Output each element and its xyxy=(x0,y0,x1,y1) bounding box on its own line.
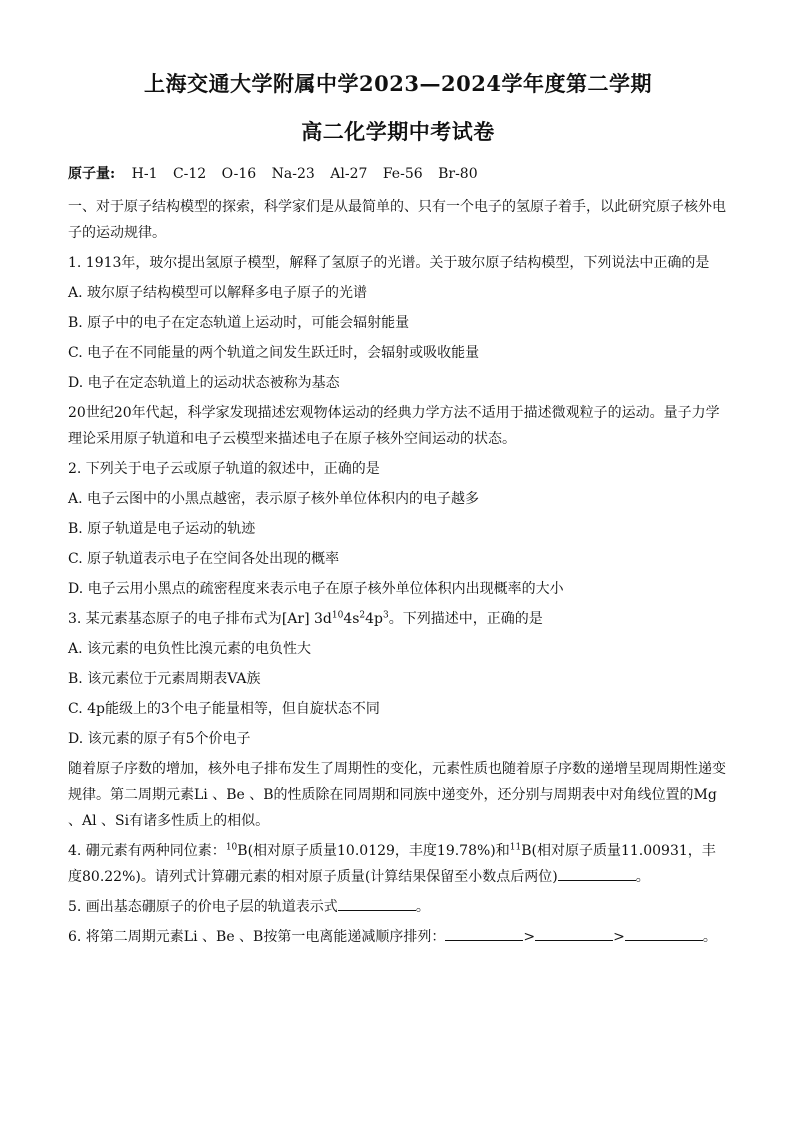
question-1-stem: 1. 1913年，玻尔提出氢原子模型，解释了氢原子的光谱。关于玻尔原子结构模型，下列说法中正确的是 xyxy=(68,255,710,271)
question-5-end: 。 xyxy=(415,899,430,915)
electron-config: 4p xyxy=(365,611,384,627)
atomic-masses-label: 原子量: xyxy=(68,166,116,182)
atomic-mass-item: C-12 xyxy=(172,166,207,182)
order-separator: > xyxy=(523,929,536,945)
question-1-option-d[interactable]: D. 电子在定态轨道上的运动状态被称为基态 xyxy=(68,375,340,391)
atomic-mass-item: Fe-56 xyxy=(382,166,423,182)
question-3-option-b[interactable]: B. 该元素位于元素周期表VA族 xyxy=(68,671,261,687)
atomic-mass-item: Na-23 xyxy=(271,166,315,182)
question-4-end: 。 xyxy=(635,869,650,885)
passage-2: 20世纪20年代起，科学家发现描述宏观物体运动的经典力学方法不适用于描述微观粒子的运动。量子力学理论采用原子轨道和电子云模型来描述电子在原子核外空间运动的状态。 xyxy=(68,405,720,447)
question-4-text: (相对原子质量10.0129，丰度19.78%)和 xyxy=(247,843,510,859)
exam-subtitle: 高二化学期中考试卷 xyxy=(301,119,495,144)
answer-blank[interactable] xyxy=(338,896,416,911)
answer-blank[interactable] xyxy=(558,866,636,881)
atomic-mass-item: O-16 xyxy=(221,166,257,182)
question-2-stem: 2. 下列关于电子云或原子轨道的叙述中，正确的是 xyxy=(68,461,380,477)
atomic-mass-item: Br-80 xyxy=(438,166,478,182)
question-5 xyxy=(68,894,728,920)
electron-config-sup: 10 xyxy=(331,610,344,621)
atomic-mass-item: H-1 xyxy=(131,166,158,182)
electron-config: 4s xyxy=(343,611,360,627)
question-3-stem xyxy=(68,606,728,632)
question-6-end: 。 xyxy=(702,929,717,945)
isotope-symbol: B xyxy=(521,843,532,859)
question-5-text: 5. 画出基态硼原子的价电子层的轨道表示式 xyxy=(68,899,338,915)
question-6-text: 6. 将第二周期元素Li 、Be 、B按第一电离能递减顺序排列： xyxy=(68,929,446,945)
isotope-symbol: B xyxy=(237,843,248,859)
answer-blank[interactable] xyxy=(535,926,613,941)
isotope-mass: 11 xyxy=(509,842,522,853)
exam-page xyxy=(68,70,728,950)
question-6 xyxy=(68,924,728,950)
passage-3: 随着原子序数的增加，核外电子排布发生了周期性的变化，元素性质也随着原子序数的递增呈现周期性递变规律。第二周期元素Li 、Be 、B的性质除在同周期和同族中递变外，还分别与周期表中对角线位置的Mg 、Al 、Si有诸多性质上的相似。 xyxy=(68,761,726,829)
question-3-stem-post: 。下列描述中，正确的是 xyxy=(388,611,543,627)
question-3-option-c[interactable]: C. 4p能级上的3个电子能量相等，但自旋状态不同 xyxy=(68,701,380,717)
section-intro: 一、对于原子结构模型的探索，科学家们是从最简单的、只有一个电子的氢原子着手，以此研究原子核外电子的运动规律。 xyxy=(68,199,726,241)
electron-config-sup: 3 xyxy=(383,610,389,621)
question-3-stem-pre: 3. 某元素基态原子的电子排布式为 xyxy=(68,611,282,627)
answer-blank[interactable] xyxy=(445,926,523,941)
question-1-option-a[interactable]: A. 玻尔原子结构模型可以解释多电子原子的光谱 xyxy=(68,285,368,301)
answer-blank[interactable] xyxy=(625,926,703,941)
electron-config: [Ar] 3d xyxy=(281,611,332,627)
isotope-mass: 10 xyxy=(225,842,238,853)
atomic-mass-item: Al-27 xyxy=(330,166,368,182)
exam-title: 上海交通大学附属中学2023—2024学年度第二学期 xyxy=(144,71,652,96)
electron-config-sup: 2 xyxy=(359,610,366,621)
question-1-option-b[interactable]: B. 原子中的电子在定态轨道上运动时，可能会辐射能量 xyxy=(68,315,410,331)
question-3-option-d[interactable]: D. 该元素的原子有5个价电子 xyxy=(68,731,251,747)
question-1-option-c[interactable]: C. 电子在不同能量的两个轨道之间发生跃迁时，会辐射或吸收能量 xyxy=(68,345,480,361)
question-2-option-a[interactable]: A. 电子云图中的小黑点越密，表示原子核外单位体积内的电子越多 xyxy=(68,491,480,507)
question-2-option-c[interactable]: C. 原子轨道表示电子在空间各处出现的概率 xyxy=(68,551,340,567)
question-3-option-a[interactable]: A. 该元素的电负性比溴元素的电负性大 xyxy=(68,641,312,657)
question-4-text: 4. 硼元素有两种同位素： xyxy=(68,843,226,859)
question-4-text: (相对原子质量11.00931，丰度80.22%)。请列式计算硼元素的相对原子质量(计算结果保留至小数点后两位) xyxy=(68,843,716,885)
order-separator: > xyxy=(613,929,625,945)
question-4 xyxy=(68,838,728,890)
question-2-option-b[interactable]: B. 原子轨道是电子运动的轨迹 xyxy=(68,521,256,537)
question-2-option-d[interactable]: D. 电子云用小黑点的疏密程度来表示电子在原子核外单位体积内出现概率的大小 xyxy=(68,581,564,597)
atomic-masses xyxy=(68,164,728,184)
